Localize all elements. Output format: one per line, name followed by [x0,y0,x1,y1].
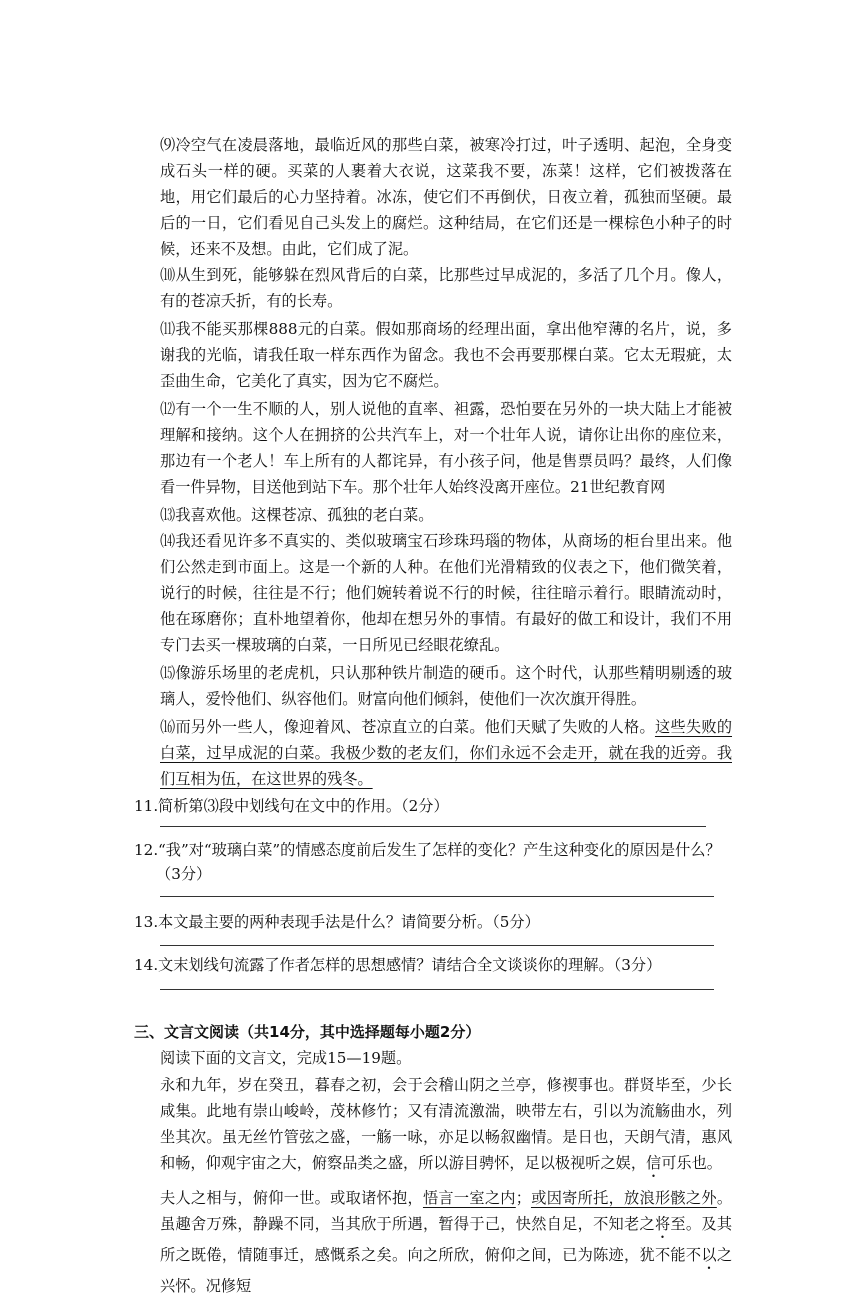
paragraph-9 [160,132,732,262]
paragraph-12 [160,396,732,500]
question-12-text: “我”对“玻璃白菜”的情感态度前后发生了怎样的变化？产生这种变化的原因是什么？ [158,841,721,859]
answer-line-11[interactable] [160,826,706,827]
answer-line-12[interactable] [160,896,714,897]
paragraph-15-text: ⒂像游乐场里的老虎机，只认那种铁片制造的硬币。这个时代，认那些精明剔透的玻璃人，爱怜他们、纵容他们。财富向他们倾斜，使他们一次次旗开得胜。 [160,664,732,708]
paragraph-11 [160,316,732,394]
question-11-text: 简析第⑶段中划线句在文中的作用。（2分） [158,797,449,815]
paragraph-11-text: ⑾我不能买那棵888元的白菜。假如那商场的经理出面，拿出他窄薄的名片，说，多谢我的光临，请我任取一样东西作为留念。我也不会再要那棵白菜。它太无瑕疵，太歪曲生命，它美化了真实，因为它不腐烂。 [160,320,732,390]
wenyan-dotted-word-yi: 以 [701,1246,717,1264]
paragraph-16-underlined-sentence: 这些失败的白菜，过早成泥的白菜。我极少数的老友们，你们永远不会走开，就在我的近旁。我们互相为伍，在这世界的残冬。 [160,718,733,788]
question-12-number: 12. [134,841,159,859]
paragraph-9-text: ⑼冷空气在凌晨落地，最临近风的那些白菜，被寒冷打过，叶子透明、起泡，全身变成石头一样的硬。买菜的人裹着大衣说，这菜我不要，冻菜！这样，它们被拨落在地，用它们最后的心力坚持着。冰冻，使它们不再倒伏，日夜立着，孤独而坚硬。最后的一日，它们看见自己头发上的腐烂。这种结局，在它们还是一棵棕色小种子的时候，还来不及想。由此，它们成了泥。 [160,136,732,258]
section-3-instruction-text: 阅读下面的文言文，完成15—19题。 [160,1049,412,1067]
wenyan-paragraph-1-text: 永和九年，岁在癸丑，暮春之初，会于会稽山阴之兰亭，修禊事也。群贤毕至，少长咸集。此地有崇山峻岭，茂林修竹；又有清流激湍，映带左右，引以为流觞曲水，列坐其次。虽无丝竹管弦之盛，一觞一咏，亦足以畅叙幽情。是日也，天朗气清，惠风和畅，仰观宇宙之大，俯察品类之盛，所以游目骋怀，足以极视听之娱， [160,1076,732,1172]
question-12 [134,838,734,886]
paragraph-13 [160,502,732,528]
paragraph-16 [160,714,732,792]
paragraph-10 [160,262,732,314]
wenyan-dotted-word-jiang: 将 [654,1215,671,1233]
wenyan-paragraph-1 [160,1072,732,1181]
wenyan-underlined-phrase-1: 悟言一室之内 [422,1189,516,1207]
question-14 [134,953,734,977]
paragraph-14 [160,528,732,658]
wenyan-paragraph-1-end: 可乐也。 [661,1154,722,1172]
answer-line-13[interactable] [160,945,714,946]
wenyan-underlined-phrase-2: 或因寄所托，放浪形骸之外 [530,1189,717,1207]
section-3-heading [134,1020,480,1044]
question-13-text: 本文最主要的两种表现手法是什么？请简要分析。（5分） [158,913,540,931]
section-3-instruction [160,1046,760,1070]
wenyan-paragraph-2-mid: 。虽趣舍万殊，静躁不同，当其欣于所遇，暂得于己，快然自足，不知老之 [160,1189,733,1233]
wenyan-paragraph-2-mid2: 至。及其所之既倦，情随事迁，感慨系之矣。向之所欣，俯仰之间，已为陈迹，犹不能不 [160,1215,733,1264]
wenyan-paragraph-2 [160,1185,733,1295]
paragraph-12-text: ⑿有一个一生不顺的人，别人说他的直率、袒露，恐怕要在另外的一块大陆上才能被理解和接纳。这个人在拥挤的公共汽车上，对一个壮年人说，请你让出你的座位来，那边有一个老人！车上所有的人都诧异，有小孩子问，他是售票员吗？最终，人们像看一件异物，目送他到站下车。那个壮年人始终没离开座位。21世纪教育网 [160,400,732,496]
question-14-number: 14. [134,956,159,974]
question-13-number: 13. [134,913,159,931]
question-13 [134,910,734,934]
paragraph-10-text: ⑽从生到死，能够躲在烈风背后的白菜，比那些过早成泥的，多活了几个月。像人，有的苍凉夭折，有的长寿。 [160,266,732,310]
paragraph-14-text: ⒁我还看见许多不真实的、类似玻璃宝石珍珠玛瑙的物体，从商场的柜台里出来。他们公然走到市面上。这是一个新的人种。在他们光滑精致的仪表之下，他们微笑着，说行的时候，往往是不行；他们婉转着说不行的时候，往往暗示着行。眼睛流动时，他在琢磨你；直朴地望着你，他却在想另外的事情。有最好的做工和设计，我们不用专门去买一棵玻璃的白菜，一日所见已经眼花缭乱。 [160,532,732,654]
section-3-heading-text: 三、文言文阅读（共14分，其中选择题每小题2分） [134,1023,481,1041]
question-11 [134,794,734,818]
wenyan-dotted-word-xin: 信 [646,1154,662,1172]
paragraph-13-text: ⒀我喜欢他。这棵苍凉、孤独的老白菜。 [160,506,434,524]
question-11-number: 11. [134,797,159,815]
question-14-text: 文末划线句流露了作者怎样的思想感情？请结合全文谈谈你的理解。（3分） [158,956,662,974]
wenyan-semicolon: ； [515,1189,531,1207]
question-12-points: （3分） [156,865,212,883]
paragraph-16-text: ⒃而另外一些人，像迎着风、苍凉直立的白菜。他们天赋了失败的人格。 [160,718,655,736]
wenyan-paragraph-2-end: 之兴怀。况修短 [160,1246,733,1295]
wenyan-paragraph-2-text: 夫人之相与，俯仰一世。或取诸怀抱， [160,1189,423,1207]
paragraph-15 [160,660,732,712]
answer-line-14[interactable] [160,989,714,990]
